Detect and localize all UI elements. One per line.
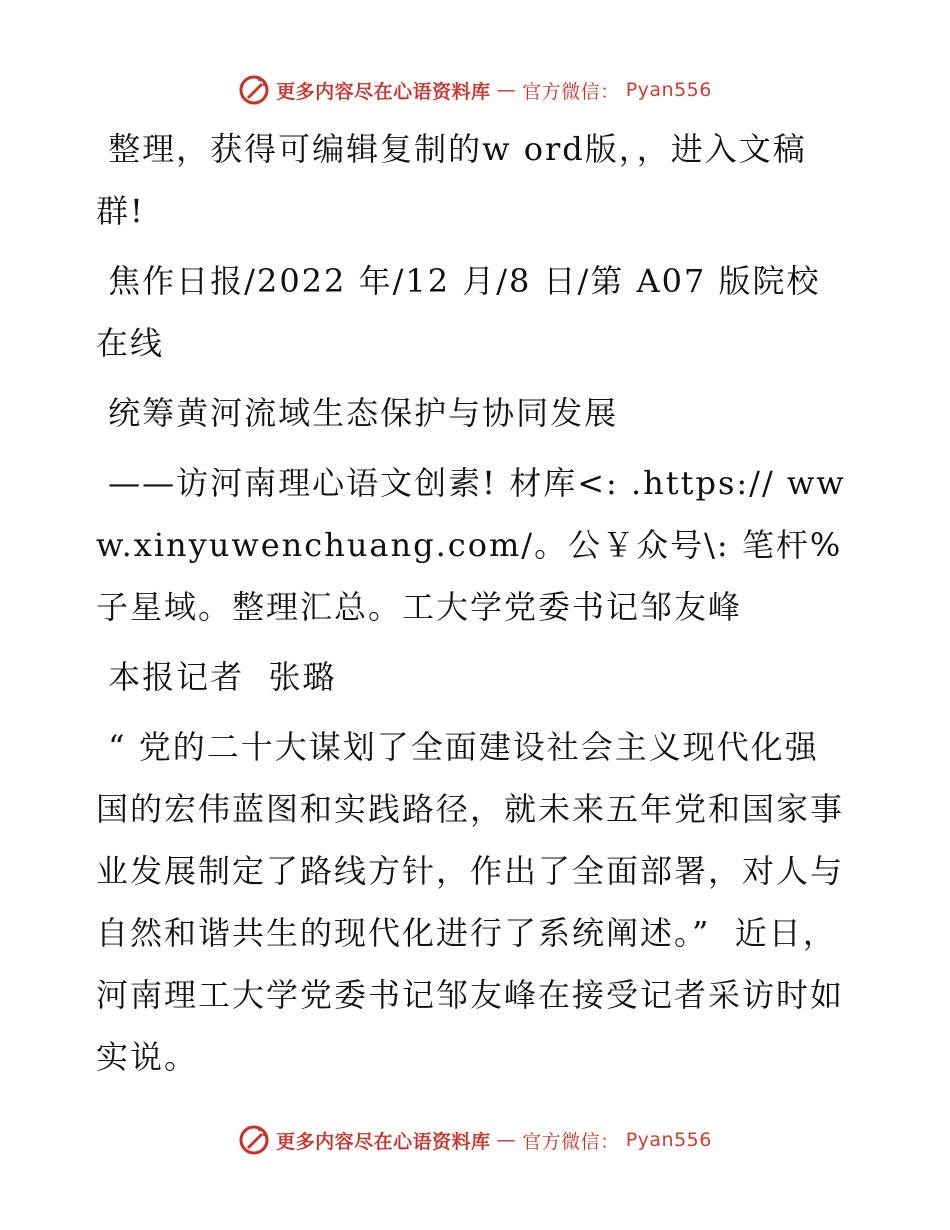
paragraph-edit-note: 整理，获得可编辑复制的w ord版，，进入文稿群!: [96, 130, 807, 230]
article-byline: 本报记者 张璐: [96, 658, 337, 696]
watermark-main-text: 更多内容尽在心语资料库: [276, 80, 491, 103]
watermark-header: [0, 70, 950, 110]
quill-pen-logo-icon: [238, 74, 270, 106]
watermark-official-label: 官方微信：: [522, 1130, 620, 1153]
watermark-main-text: 更多内容尽在心语资料库: [276, 1130, 491, 1153]
paragraph-source: 焦作日报/2022 年/12 月/8 日/第 A07 版院校在线: [96, 262, 821, 362]
watermark-wechat-id: Pyan556: [625, 1129, 712, 1151]
document-body: [96, 118, 848, 1088]
article-subtitle: ——访河南理心语文创素! 材库<: .https:// www.xinyuwenchuang.com/。公￥众号\: 笔杆%子星域。整理汇总。工大学党委书记邹友峰: [96, 464, 846, 626]
article-title: 统筹黄河流域生态保护与协同发展: [96, 394, 619, 432]
article-body-paragraph: “ 党的二十大谋划了全面建设社会主义现代化强国的宏伟蓝图和实践路径，就未来五年党和国家事业发展制定了路线方针，作出了全面部署，对人与自然和谐共生的现代化进行了系统阐述。” 近日，河南理工大学党委书记邹友峰在接受记者采访时如实说。: [96, 728, 845, 1076]
watermark-official-label: 官方微信：: [522, 80, 620, 103]
watermark-dash: —: [496, 1129, 517, 1151]
watermark-footer: [0, 1120, 950, 1160]
watermark-wechat-id: Pyan556: [625, 79, 712, 101]
watermark-dash: —: [496, 79, 517, 101]
quill-pen-logo-icon: [238, 1124, 270, 1156]
